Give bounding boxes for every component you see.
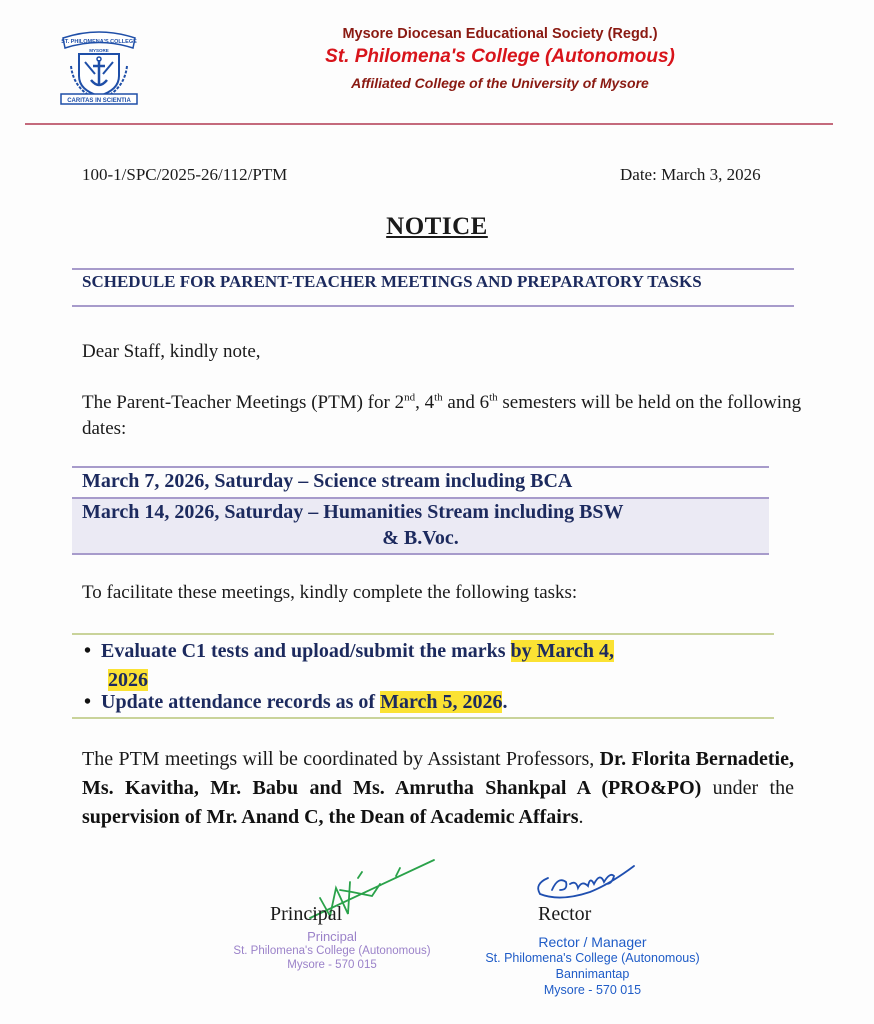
bullet-icon: • [84,640,92,662]
tasks-intro: To facilitate these meetings, kindly complete the following tasks: [82,582,578,603]
coordinator-names: Dr. Florita Bernadetie, Ms. Kavitha, Mr. Babu and Ms. Amrutha Shankpal A (PRO&PO) [82,748,794,799]
crest-text-top: ST. PHILOMENA'S COLLEGE [61,39,137,45]
society-name: Mysore Diocesan Educational Society (Regd.) [342,26,658,42]
college-crest-icon [57,28,141,108]
schedule-rule-bottom [72,553,769,555]
tasks-rule-bottom [72,717,774,719]
schedule-rule-top [72,466,769,468]
subject-rule-top [72,268,794,270]
reference-number: 100-1/SPC/2025-26/112/PTM [82,165,288,184]
task-item: • Evaluate C1 tests and upload/submit the marks by March 4, 2026 [84,640,615,691]
schedule-item: March 14, 2026, Saturday – Humanities Stream including BSW [82,501,624,523]
intro-paragraph: The Parent-Teacher Meetings (PTM) for 2nd, 4th and 6th semesters will be held on the following dates: [82,391,802,439]
principal-title: Principal [270,903,343,925]
notice-title: NOTICE [386,213,488,240]
bullet-icon: • [84,691,92,713]
schedule-rule-middle [72,497,769,499]
rector-title: Rector [538,903,592,925]
svg-text:CARITAS IN SCIENTIA: CARITAS IN SCIENTIA [67,98,131,104]
rector-signature [530,862,640,907]
coordination-paragraph: The PTM meetings will be coordinated by Assistant Professors, Dr. Florita Bernadetie, Ms. Kavitha, Mr. Babu and Ms. Amrutha Shankpal A (PRO&PO) under the supervision of Mr. Anand C, the Dean of Academic Affairs. [82,748,794,828]
subject-rule-bottom [72,305,794,307]
highlighted-deadline: by March 4, [510,640,615,662]
schedule-item-continued: & B.Voc. [382,527,459,549]
subject-heading: SCHEDULE FOR PARENT-TEACHER MEETINGS AND PREPARATORY TASKS [82,272,702,291]
task-item: • Update attendance records as of March 5, 2026. [84,691,508,713]
greeting: Dear Staff, kindly note, [82,341,261,362]
rector-stamp: Rector / Manager St. Philomena's College (Autonomous) Bannimantap Mysore - 570 015 [485,934,700,997]
highlighted-deadline: 2026 [108,669,148,691]
highlighted-deadline: March 5, 2026 [380,691,503,713]
crest-text-mid: MYSORE [89,48,109,53]
college-name: St. Philomena's College (Autonomous) [325,46,675,67]
notice-date: Date: March 3, 2026 [620,165,761,184]
supervisor-text: supervision of Mr. Anand C, the Dean of Academic Affairs [82,806,579,828]
schedule-item: March 7, 2026, Saturday – Science stream including BCA [82,470,573,492]
tasks-rule-top [72,633,774,635]
affiliation-text: Affiliated College of the University of Mysore [351,75,649,91]
header-divider [25,123,833,125]
principal-stamp: Principal St. Philomena's College (Autonomous) Mysore - 570 015 [233,929,431,971]
